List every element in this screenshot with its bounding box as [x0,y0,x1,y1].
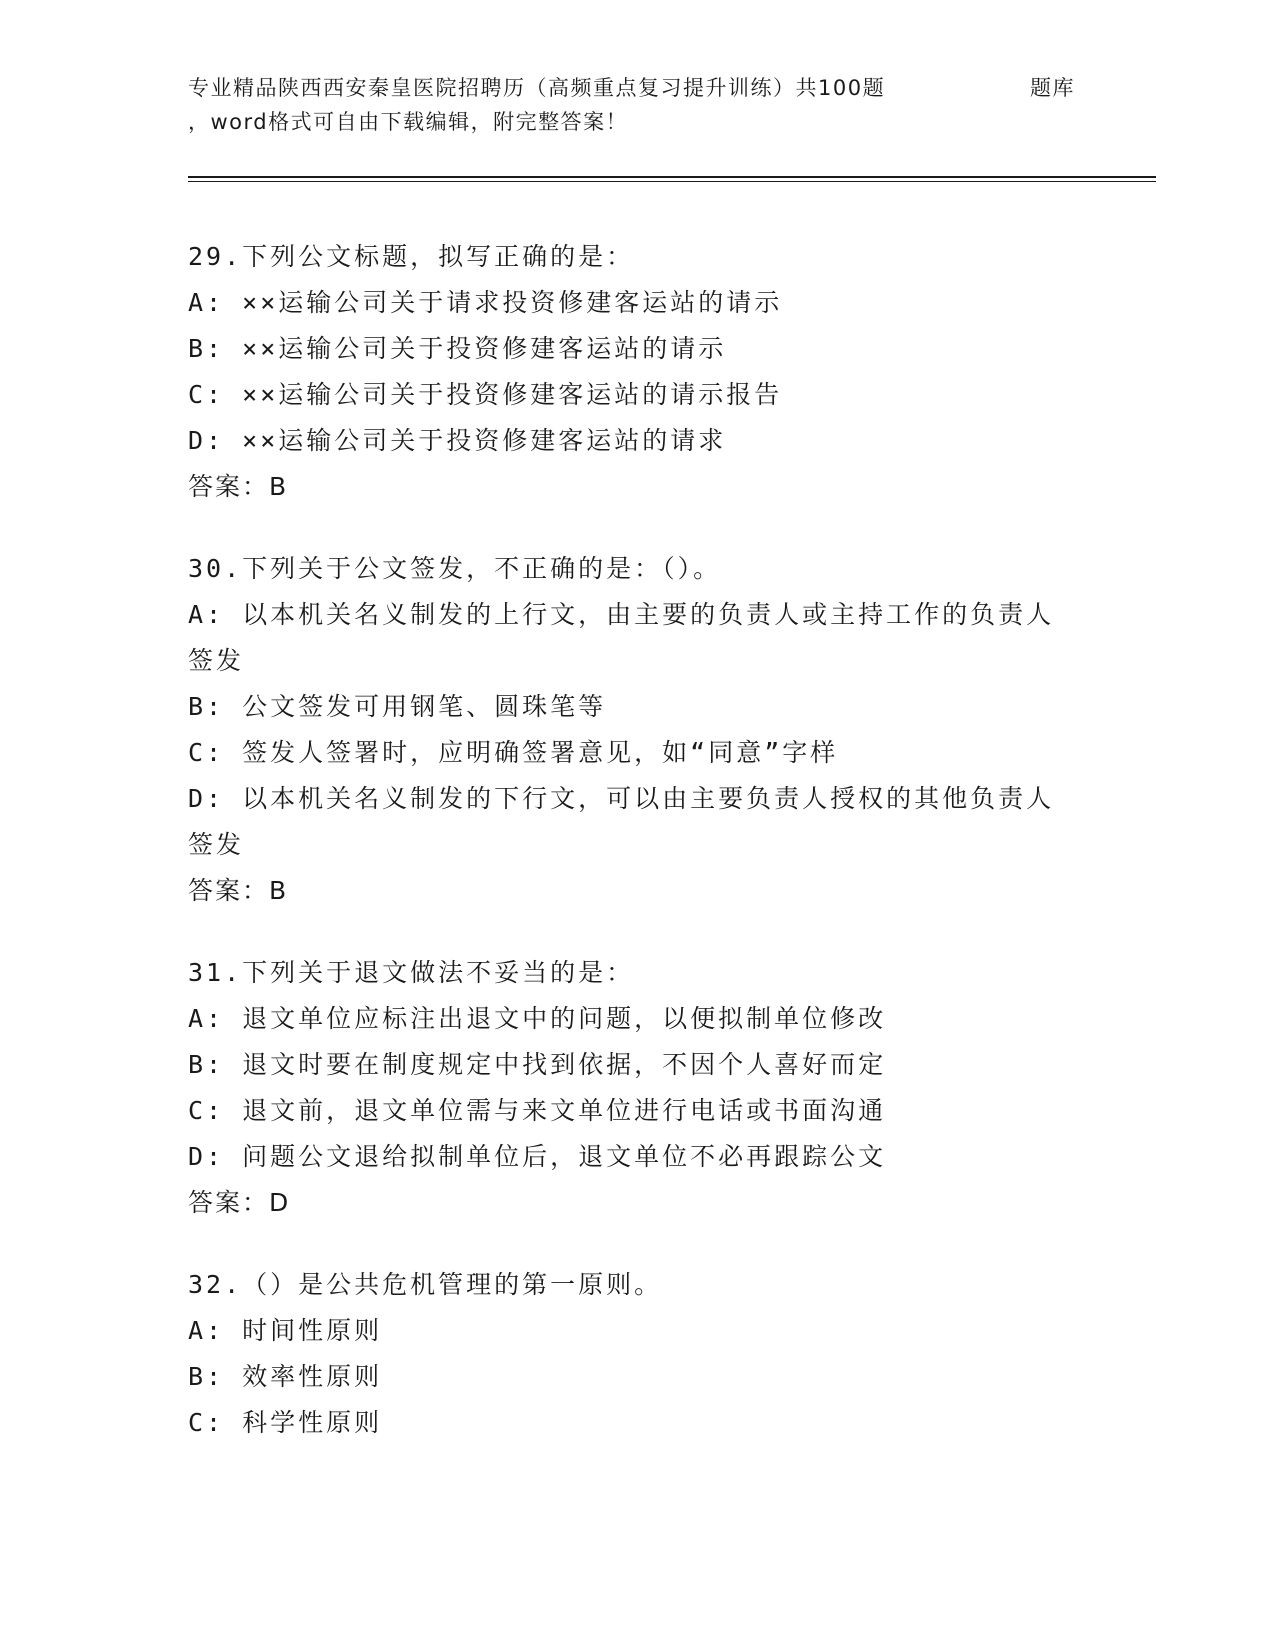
answer: 答案：B [188,472,289,501]
option-b: B: ××运输公司关于投资修建客运站的请示 [188,334,727,363]
option-a: A: 时间性原则 [188,1316,383,1345]
option-b: B: 效率性原则 [188,1362,383,1391]
option-d-continued: 签发 [188,830,245,859]
document-title: 专业精品陕西西安秦皇医院招聘历（高频重点复习提升训练）共100题 [188,76,886,100]
header-tag: 题库 [1030,76,1075,100]
page-header [188,72,1148,142]
document-subtitle: ，word格式可自由下载编辑，附完整答案！ [188,110,629,134]
question-32 [188,1262,1088,1446]
question-stem: 30.下列关于公文签发，不正确的是：（）。 [188,554,722,583]
header-divider-thin [188,181,1156,182]
option-b: B: 公文签发可用钢笔、圆珠笔等 [188,692,607,721]
option-c: C: 签发人签署时，应明确签署意见，如“同意”字样 [188,738,839,767]
answer: 答案：D [188,1188,291,1217]
option-b: B: 退文时要在制度规定中找到依据，不因个人喜好而定 [188,1050,887,1079]
option-c: C: 科学性原则 [188,1408,383,1437]
answer: 答案：B [188,876,289,905]
question-stem: 32.（）是公共危机管理的第一原则。 [188,1270,663,1299]
header-divider-thick [188,176,1156,178]
option-d: D: 以本机关名义制发的下行文，可以由主要负责人授权的其他负责人 [188,784,1055,813]
option-d: D: ××运输公司关于投资修建客运站的请求 [188,426,727,455]
option-a: A: 以本机关名义制发的上行文，由主要的负责人或主持工作的负责人 [188,600,1055,629]
option-c: C: ××运输公司关于投资修建客运站的请示报告 [188,380,783,409]
option-a: A: ××运输公司关于请求投资修建客运站的请示 [188,288,783,317]
option-d: D: 问题公文退给拟制单位后，退文单位不必再跟踪公文 [188,1142,887,1171]
option-a-continued: 签发 [188,646,245,675]
question-list [188,234,1088,1482]
question-29 [188,234,1088,510]
question-stem: 29.下列公文标题，拟写正确的是： [188,242,635,271]
question-31 [188,950,1088,1226]
option-c: C: 退文前，退文单位需与来文单位进行电话或书面沟通 [188,1096,887,1125]
question-30 [188,546,1088,914]
option-a: A: 退文单位应标注出退文中的问题，以便拟制单位修改 [188,1004,887,1033]
question-stem: 31.下列关于退文做法不妥当的是： [188,958,635,987]
